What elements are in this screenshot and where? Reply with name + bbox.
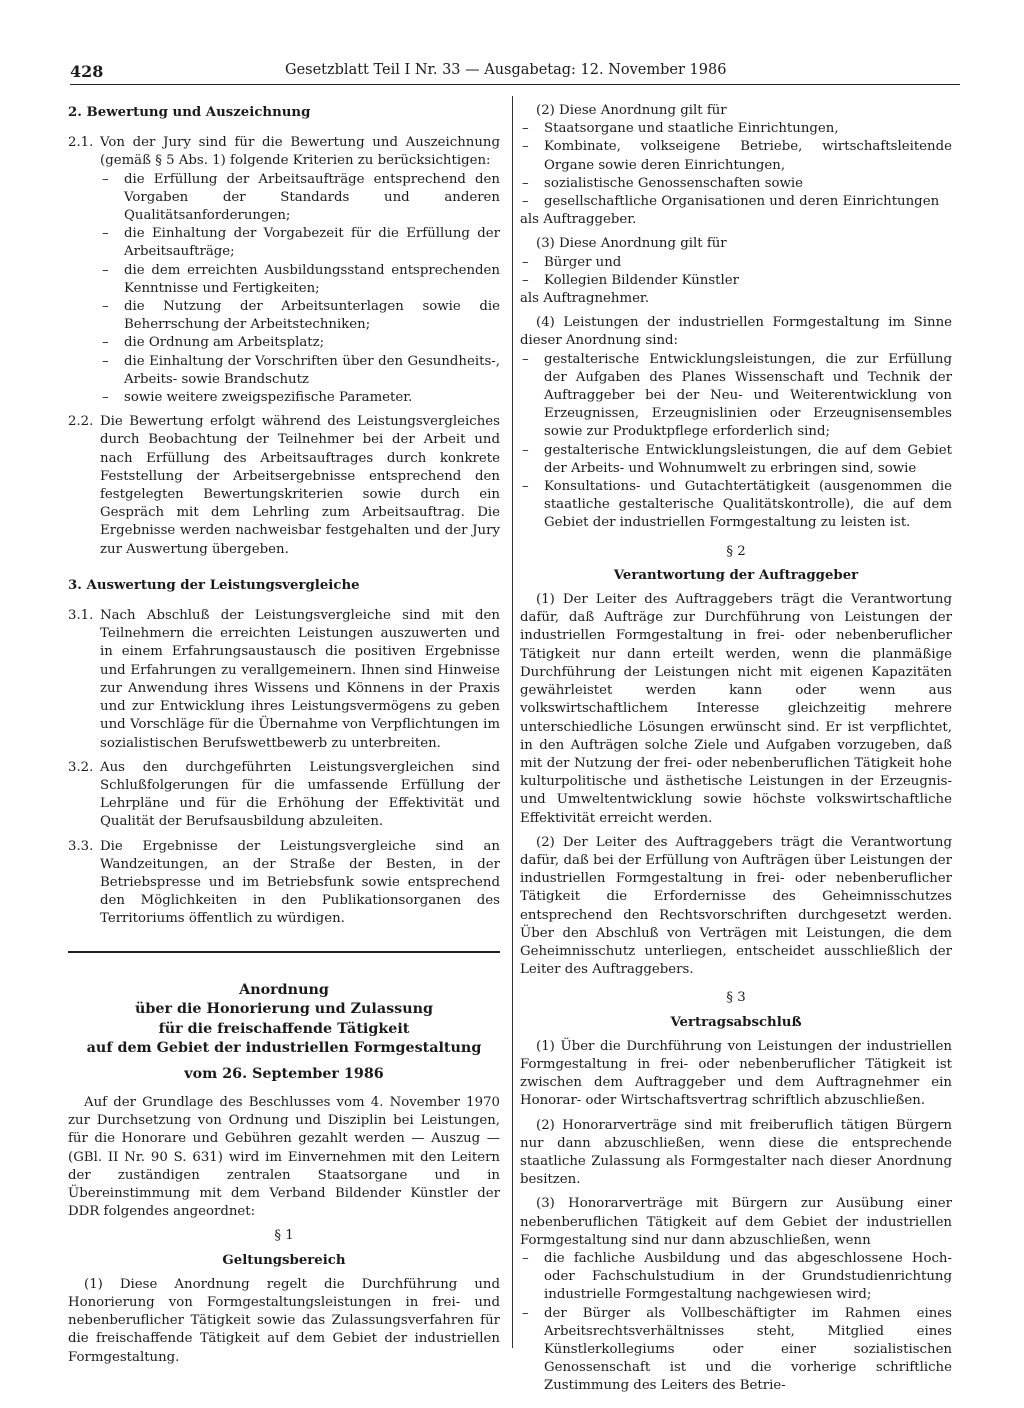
section-title: Geltungsbereich [222, 1252, 346, 1268]
paragraph: (1) Diese Anordnung regelt die Durchführung und Honorierung von Formgestaltungsleistungen in frei- und nebenberuflicher Tätigkeit sowie das Zulassungsverfahren für die freischaffende Tätigkeit auf dem Gebiet der industriellen Formgestaltung. [68, 1276, 500, 1365]
paragraph: (2) Diese Anordnung gilt für [536, 103, 727, 118]
clause-number: 3.2. [68, 759, 94, 775]
paragraph: (1) Der Leiter des Auftraggebers trägt die Verantwortung dafür, daß Aufträge zur Durchführung von Leistungen der industriellen Formgestaltung in frei- oder nebenberuflicher Tätigkeit nur dann erteilt werden, wenn die planmäßige Durchführung der Leistungen nicht mit eigenen Kapazitäten gewährleistet werden kann oder wenn aus volkswirtschaftlichem Interesse gleichzeitig mehrere unterschiedliche Lösungen erwünscht sind. Er ist verpflichtet, in den Aufträgen solche Ziele und Aufgaben vorzugeben, daß mit der Nutzung der frei- oder nebenberuflichen Tätigkeit hohe kulturpolitische und ästhetische Leistungen in der Erzeugnis- und Umweltentwicklung sowie höchste volkswirtschaftliche Effektivität erreicht werden. [520, 592, 952, 826]
right-column [520, 102, 952, 1396]
paragraph: als Auftragnehmer. [520, 291, 650, 307]
left-column [68, 102, 500, 1367]
list-item: – gestalterische Entwicklungsleistungen, die zur Erfüllung der Aufgaben des Planes Wissenschaft und Technik der Auftraggeber bei der Neu- und Weiterentwicklung von Erzeugnissen, Erzeugnislinien oder Erzeugnisensembles sowie zur Produktpflege erforderlich sind; [522, 351, 952, 440]
section-title: Vertragsabschluß [670, 1014, 802, 1030]
paragraph: (3) Diese Anordnung gilt für [536, 236, 727, 252]
page-header [70, 58, 960, 85]
paragraph: als Auftraggeber. [520, 212, 637, 228]
clause-2-1 [68, 134, 500, 407]
list-item: – die dem erreichten Ausbildungsstand entsprechenden Kenntnisse und Fertigkeiten; [102, 262, 500, 296]
clause-3-1 [68, 607, 500, 753]
list-item: – Kollegien Bildender Künstler [522, 272, 739, 288]
clause-number: 3.1. [68, 608, 94, 624]
list-item: – die Ordnung am Arbeitsplatz; [102, 335, 325, 351]
clause-3-3 [68, 838, 500, 929]
list-item: – die Einhaltung der Vorschriften über den Gesundheits-, Arbeits- sowie Brandschutz [102, 353, 500, 387]
section-title: Verantwortung der Auftraggeber [613, 567, 859, 583]
preamble: Auf der Grundlage des Beschlusses vom 4. November 1970 zur Durchsetzung von Ordnung und Disziplin bei Leistungen, für die Honorare und Gebühren gezahlt werden — Auszug — (GBl. II Nr. 90 S. 631) wird im Einvernehmen mit den Leitern der zuständigen zentralen Staatsorgane und in Übereinstimmung mit dem Verband Bildender Künstler der DDR folgendes angeordnet: [68, 1095, 500, 1220]
paragraph: (4) Leistungen der industriellen Formgestaltung im Sinne dieser Anordnung sind: [520, 315, 952, 349]
list-item: – Kombinate, volkseigene Betriebe, wirtschaftsleitende Organe sowie deren Einrichtungen, [522, 139, 952, 173]
list-item: – die Nutzung der Arbeitsunterlagen sowie die Beherrschung der Arbeitstechniken; [102, 299, 500, 333]
list-item: – sozialistische Genossenschaften sowie [522, 175, 804, 191]
section-separator [68, 951, 500, 953]
section-number: § 1 [274, 1228, 294, 1244]
decree-date: vom 26. September 1986 [184, 1065, 384, 1082]
list-item: – Bürger und [522, 254, 622, 270]
clause-number: 2.1. [68, 135, 94, 151]
list-item: – die Einhaltung der Vorgabezeit für die Erfüllung der Arbeitsaufträge; [102, 226, 500, 260]
paragraph: (2) Der Leiter des Auftraggebers trägt die Verantwortung dafür, daß bei der Erfüllung von Aufträgen über Leistungen der industriellen Formgestaltung in frei- oder nebenberuflicher Tätigkeit die Erfordernisse des Geheimnisschutzes entsprechend den Rechtsvorschriften durchgesetzt werden. Über den Abschluß von Verträgen mit Leistungen, die dem Geheimnisschutz unterliegen, entscheidet ausschließlich der Leiter des Auftraggebers. [520, 834, 952, 978]
clause-number: 2.2. [68, 414, 94, 430]
section-heading: 3. Auswertung der Leistungsvergleiche [68, 577, 360, 593]
header-title: Gesetzblatt Teil I Nr. 33 — Ausgabetag: 12. November 1986 [285, 62, 727, 78]
paragraph: (1) Über die Durchführung von Leistungen der industriellen Formgestaltung in frei- oder nebenberuflicher Tätigkeit ist zwischen dem Auftraggeber und dem Auftragnehmer ein Honorar- oder Wirtschaftsvertrag schriftlich abzuschließen. [520, 1038, 952, 1109]
clause-text: Die Ergebnisse der Leistungsvergleiche sind an Wandzeitungen, an der Straße der Besten, in der Betriebspresse und im Betriebsfunk sowie entsprechend den Möglichkeiten in den Publikationsorganen des Territoriums öffentlich zu würdigen. [100, 838, 500, 927]
list-item: – gesellschaftliche Organisationen und deren Einrichtungen [522, 194, 940, 210]
decree-title: Anordnung über die Honorierung und Zulassung für die freischaffende Tätigkeit auf dem Gebiet der industriellen Formgestaltung [86, 981, 482, 1057]
clause-text: Von der Jury sind für die Bewertung und Auszeichnung (gemäß § 5 Abs. 1) folgende Kriterien zu berücksichtigen: [100, 135, 500, 169]
paragraph: (3) Honorarverträge mit Bürgern zur Ausübung einer nebenberuflichen Tätigkeit auf dem Gebiet der industriellen Formgestaltung sind nur dann abzuschließen, wenn [520, 1196, 952, 1248]
section-number: § 2 [726, 543, 746, 559]
section-heading: 2. Bewertung und Auszeichnung [68, 105, 311, 120]
clause-2-2 [68, 413, 500, 559]
list-item: – die Erfüllung der Arbeitsaufträge entsprechend den Vorgaben der Standards und anderen Qualitätsanforderungen; [102, 171, 500, 224]
list-item: – Konsultations- und Gutachtertätigkeit (ausgenommen die staatliche gestalterische Qualitätskontrolle), die auf dem Gebiet der industriellen Formgestaltung zu leisten ist. [522, 479, 952, 531]
list-item: – die fachliche Ausbildung und das abgeschlossene Hoch- oder Fachschulstudium in der Grundstudienrichtung industrielle Formgestaltung nachgewiesen wird; [522, 1250, 952, 1303]
clause-3-2 [68, 759, 500, 832]
list-item: – der Bürger als Vollbeschäftigter im Rahmen eines Arbeitsrechtsverhältnisses steht, Mitglied eines Künstlerkollegiums oder einer sozialistischen Genossenschaft ist und die vorherige schriftliche Zustimmung des Leiters des Betrie- [522, 1305, 952, 1394]
list-item: – sowie weitere zweigspezifische Parameter. [102, 390, 413, 406]
section-number: § 3 [726, 990, 746, 1006]
clause-number: 3.3. [68, 838, 94, 854]
page-number: 428 [70, 62, 104, 81]
clause-text: Aus den durchgeführten Leistungsvergleichen sind Schlußfolgerungen für die umfassende Erfüllung der Lehrpläne und für die Erhöhung der Effektivität und Qualität der Berufsausbildung abzuleiten. [100, 759, 500, 830]
list-item: – Staatsorgane und staatliche Einrichtungen, [522, 121, 839, 137]
clause-text: Die Bewertung erfolgt während des Leistungsvergleiches durch Beobachtung der Teilnehmer bei der Arbeit und nach Erfüllung des Arbeitsauftrages durch konkrete Feststellung der Arbeitsergebnisse entsprechend den festgelegten Bewertungskriterien sowie durch ein Gespräch mit dem Lehrling zum Arbeitsauftrag. Die Ergebnisse werden nachweisbar festgehalten und der Jury zur Auswertung übergeben. [100, 414, 500, 557]
column-divider [512, 96, 513, 1348]
clause-text: Nach Abschluß der Leistungsvergleiche sind mit den Teilnehmern die erreichten Leistungen auszuwerten und in einem Erfahrungsaustausch die positiven Ergebnisse und Erfahrungen zu verallgemeinern. Ihnen sind Hinweise zur Anwendung ihres Wissens und Könnens in der Praxis und zur Entwicklung ihres Leistungsvermögens zu geben und Vorschläge für die Übernahme von Verpflichtungen im sozialistischen Berufswettbewerb zu unterbreiten. [100, 608, 500, 751]
paragraph: (2) Honorarverträge sind mit freiberuflich tätigen Bürgern nur dann abzuschließen, wenn diese die entsprechende staatliche Zulassung als Formgestalter nach dieser Anordnung besitzen. [520, 1117, 952, 1188]
list-item: – gestalterische Entwicklungsleistungen, die auf dem Gebiet der Arbeits- und Wohnumwelt zu erbringen sind, sowie [522, 442, 952, 476]
